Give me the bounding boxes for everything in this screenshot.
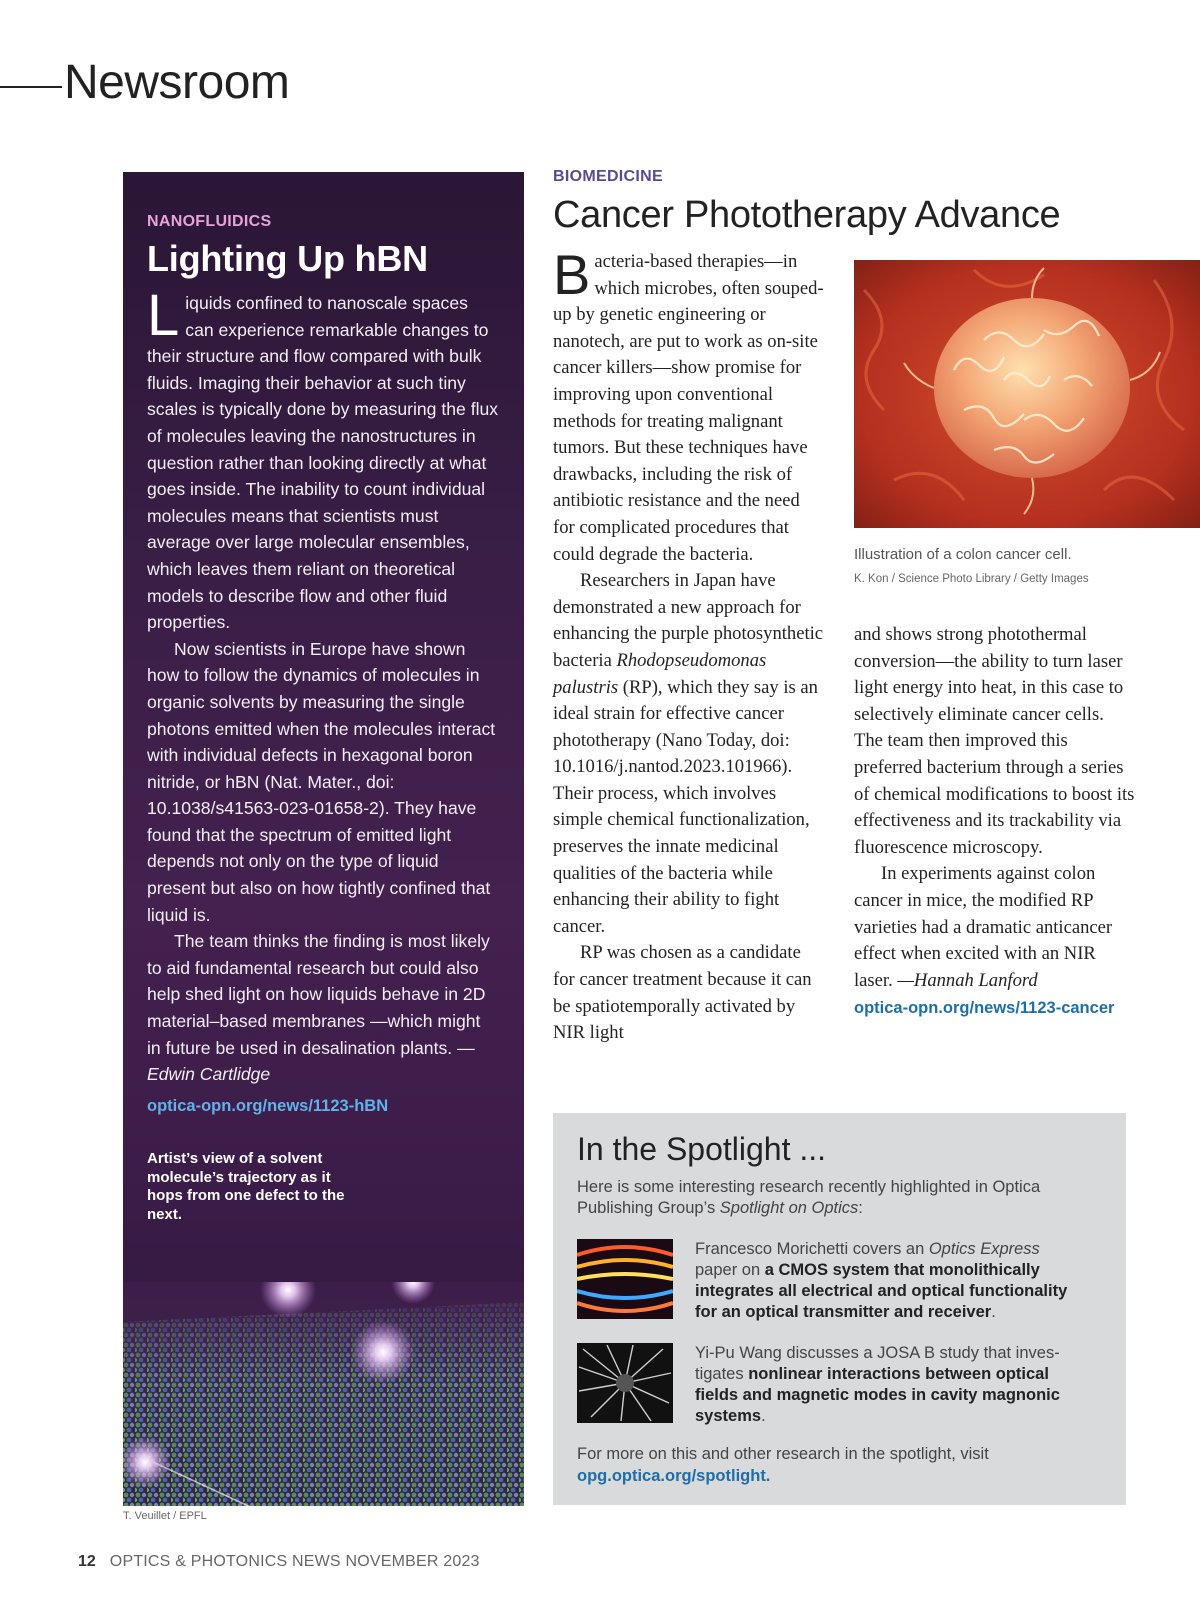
left-headline: Lighting Up hBN bbox=[147, 238, 428, 279]
nanofluidics-sidebar bbox=[123, 172, 524, 1506]
right-paragraph-1 bbox=[553, 243, 826, 568]
left-paragraph-3 bbox=[147, 928, 499, 1088]
spotlight-title: In the Spotlight ... bbox=[577, 1131, 827, 1167]
left-paragraph-3-text: The team thinks the finding is most likely to aid fundamental research but could also help shed light on how liquids behave in 2D material–based membranes —which might in future be used in desalination plants. bbox=[147, 931, 490, 1058]
colon-cancer-cell-image bbox=[854, 260, 1200, 528]
item1-journal: Optics Express bbox=[928, 1240, 1040, 1258]
spotlight-intro-b: : bbox=[858, 1199, 863, 1217]
left-paragraph-2: Now scientists in Europe have shown how to follow the dynamics of molecules in organic solvents by measuring the single photons emitted when the molecules interact with individual defects in hexagonal boron nitride, or hBN (Nat. Mater., doi: 10.1038/s41563-023-01658-2). They have found that the spectrum of emitted light depends not only on the type of liquid present but also on how tightly confined that liquid is. bbox=[147, 638, 496, 925]
cell-image-credit: K. Kon / Science Photo Library / Getty Images bbox=[854, 573, 1089, 585]
species-name: Rhodopseudomonas palustris bbox=[553, 649, 767, 698]
left-article-link[interactable]: optica-opn.org/news/1123-hBN bbox=[147, 1096, 389, 1115]
left-kicker: NANOFLUIDICS bbox=[147, 213, 272, 230]
spotlight-footer bbox=[577, 1443, 1097, 1487]
item1-c: . bbox=[991, 1303, 996, 1321]
spotlight-footer-text: For more on this and other research in the spotlight, visit bbox=[577, 1445, 989, 1463]
right-article-link[interactable]: optica-opn.org/news/1123-cancer bbox=[854, 999, 1115, 1018]
right-paragraph-3-continued: and shows strong photothermal conversion—the ability to turn laser light energy into heat, in this case to selectively eliminate cancer cells. The team then improved this preferred bacterium through a series of chemical modifications to boost its effectiveness and its trackability via fluorescence microscopy. bbox=[854, 624, 1135, 858]
item1-b: paper on bbox=[695, 1261, 765, 1279]
spotlight-box bbox=[553, 1113, 1126, 1505]
cmos-thumbnail bbox=[577, 1239, 673, 1319]
right-paragraph-2 bbox=[553, 568, 826, 940]
right-paragraph-2-b: (RP), which they say is an ideal strain for effective cancer phototherapy (Nano Today, doi: 10.1016/j.nantod.2023.101966). Their process, which involves simple chemical functionalization, preserves the innate medicinal qualities of the bacteria while enhancing their ability to fight cancer. bbox=[553, 676, 818, 937]
hbn-image-caption: Artist’s view of a solvent molecule’s trajectory as it hops from one defect to the next. bbox=[147, 1150, 345, 1223]
left-author: —Edwin Cartlidge bbox=[147, 1037, 475, 1085]
cell-image-caption: Illustration of a colon cancer cell. bbox=[854, 546, 1072, 563]
right-drop-cap: B bbox=[553, 243, 591, 306]
left-paragraph-1-text: iquids confined to nanoscale spaces can experience remarkable changes to their structure and flow compared with bulk fluids. Imaging their behavior at such tiny scales is typically done by measuring the flux of molecules leaving the nanostructures in question rather than looking directly at what goes inside. The inability to count individual molecules means that scientists must average over large molecular ensembles, which leaves them reliant on theoretical models to describe flow and other fluid properties. bbox=[147, 293, 499, 633]
right-paragraph-1-text: acteria-based therapies—in which microbes, often souped-up by genetic engineering or nanotech, are put to work as on-site cancer killers—show promise for improving upon conventional methods for treating malignant tumors. But these techniques have drawbacks, including the risk of antibiotic resistance and the need for complicated procedures that could degrade the bacteria. bbox=[553, 251, 824, 565]
right-paragraph-4 bbox=[854, 861, 1135, 994]
right-headline: Cancer Phototherapy Advance bbox=[553, 194, 1061, 236]
hbn-lattice-illustration bbox=[123, 1282, 524, 1506]
item2-a: Yi-Pu Wang discusses a JOSA B study that investigates bbox=[695, 1344, 1060, 1383]
left-drop-cap: L bbox=[147, 283, 180, 348]
item2-c: . bbox=[761, 1407, 766, 1425]
right-kicker: BIOMEDICINE bbox=[553, 168, 663, 185]
magazine-issue: OPTICS & PHOTONICS NEWS NOVEMBER 2023 bbox=[109, 1553, 480, 1570]
section-rule bbox=[0, 86, 62, 88]
page-number: 12 bbox=[78, 1553, 96, 1570]
item1-highlight[interactable]: a CMOS system that monolithically integrates all electrical and optical functionality for an optical transmitter and receiver bbox=[695, 1261, 1068, 1321]
page-footer bbox=[78, 1553, 480, 1571]
left-paragraph-1 bbox=[147, 283, 499, 636]
item1-a: Francesco Morichetti covers an bbox=[695, 1240, 929, 1258]
right-article-column-2 bbox=[854, 622, 1135, 1022]
right-paragraph-4-text: In experiments against colon cancer in mice, the modified RP varieties had a dramatic anticancer effect when excited with an NIR laser. bbox=[854, 863, 1113, 991]
right-article-column-1 bbox=[553, 243, 826, 1047]
hbn-image-credit: T. Veuillet / EPFL bbox=[123, 1510, 207, 1522]
spotlight-item-1-text bbox=[695, 1239, 1085, 1323]
spotlight-intro-em: Spotlight on Optics bbox=[719, 1199, 859, 1217]
spotlight-intro bbox=[577, 1177, 1097, 1219]
right-paragraph-2-a: Researchers in Japan have demonstrated a new approach for enhancing the purple photosynthetic bacteria bbox=[553, 570, 824, 671]
right-author: —Hannah Lanford bbox=[897, 969, 1038, 991]
magnonic-thumbnail bbox=[577, 1343, 673, 1423]
right-paragraph-3: RP was chosen as a candidate for cancer treatment because it can be spatiotemporally activated by NIR light bbox=[553, 942, 812, 1044]
section-title: Newsroom bbox=[64, 56, 290, 109]
left-article-body bbox=[147, 283, 499, 1119]
spotlight-link[interactable]: opg.optica.org/spotlight. bbox=[577, 1467, 771, 1485]
item2-highlight[interactable]: nonlinear interactions between optical fields and magnetic modes in cavity magnonic systems bbox=[695, 1365, 1060, 1425]
spotlight-item-2-text bbox=[695, 1343, 1085, 1427]
spotlight-intro-a: Here is some interesting research recently highlighted in Optica Publishing Group’s bbox=[577, 1178, 1041, 1217]
